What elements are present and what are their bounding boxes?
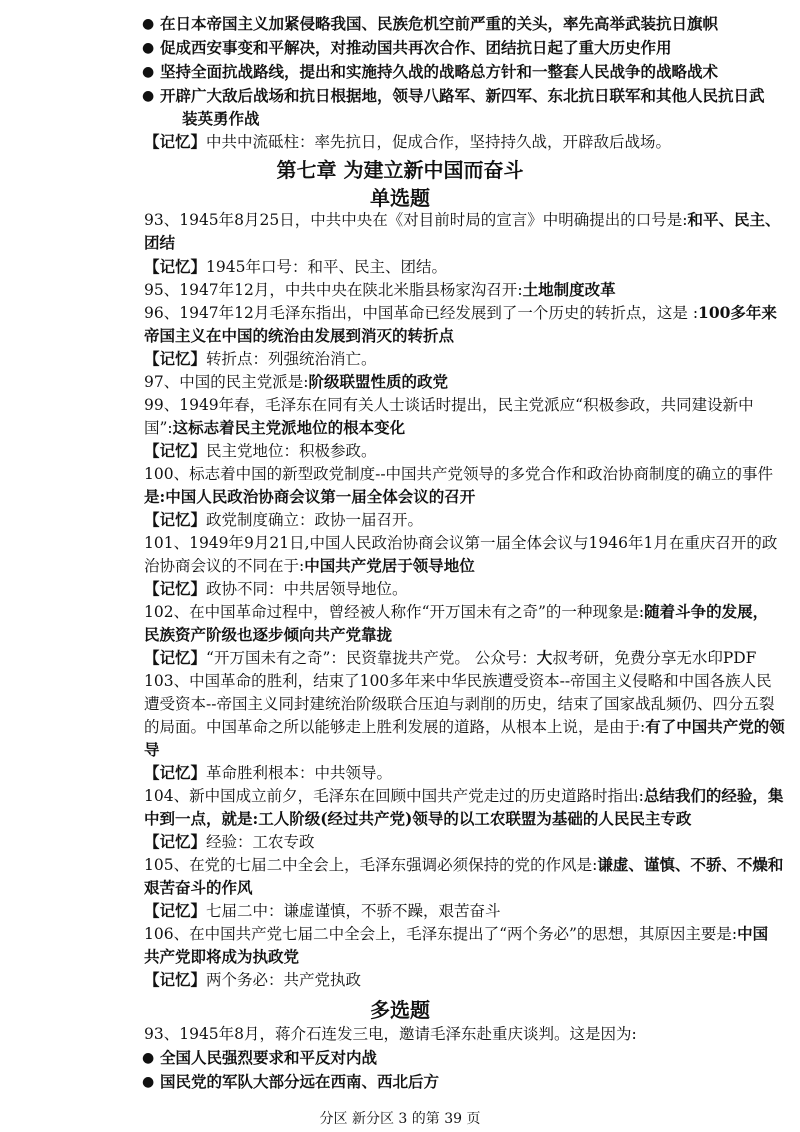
page-footer: 分区 新分区 3 的第 39 页	[319, 1111, 481, 1127]
question-text: 93、1945年8月25日，中共中央在《对目前时局的宣言》中明确提出的口号是:	[144, 211, 688, 229]
memo-line	[144, 830, 760, 854]
question-105-cont	[144, 876, 760, 900]
question-106-cont	[144, 945, 760, 969]
list-item	[142, 84, 765, 108]
bullet-icon: ●	[142, 88, 155, 104]
question-text: 是:	[144, 487, 166, 506]
question-106	[144, 922, 769, 946]
question-text: 102、在中国革命过程中，曾经被人称作“开万国未有之奇”的一种现象是:	[144, 603, 645, 621]
question-99-cont	[144, 416, 760, 440]
question-101-cont	[144, 554, 760, 578]
memo-text: 大	[536, 648, 553, 667]
question-103-cont	[144, 715, 785, 739]
bullet-icon: ●	[142, 40, 155, 56]
list-item-continuation	[182, 107, 760, 131]
bullet-icon: ●	[142, 1050, 155, 1066]
memo-line	[144, 255, 760, 279]
answer-text: 共产党即将成为执政党	[144, 947, 300, 966]
memo-tag: 【记忆】	[144, 441, 207, 460]
question-105	[144, 853, 784, 877]
question-93-cont	[144, 231, 760, 255]
list-item	[142, 36, 760, 60]
question-96	[144, 301, 777, 325]
list-item	[142, 12, 760, 36]
bullet-text: 坚持全面抗战路线，提出和实施持久战的战略总方针和一整套人民战争的战略战术	[160, 62, 719, 81]
memo-line	[144, 761, 760, 785]
question-101	[144, 531, 778, 555]
bullet-text: 国民党的军队大部分远在西南、西北后方	[160, 1072, 440, 1091]
memo-tag: 【记忆】	[144, 579, 207, 598]
question-102-cont	[144, 623, 760, 647]
question-102	[144, 600, 769, 624]
question-text: 治协商会议的不同在于:	[144, 557, 305, 575]
memo-text: 民主党地位：积极参政。	[206, 442, 377, 460]
question-104-cont	[144, 807, 760, 831]
answer-text: 帝国主义在中国的统治由发展到消灭的转折点	[144, 326, 455, 345]
memo-line	[144, 968, 760, 992]
answer-text: 总结我们的经验，集	[643, 786, 784, 805]
answer-text: 谦虚、谨慎、不骄、不燥和	[597, 855, 784, 874]
list-item	[142, 1046, 760, 1070]
bullet-text: 装英勇作战	[182, 109, 260, 128]
answer-text: 中国共产党居于领导地位	[304, 556, 475, 575]
question-text: 国”:	[144, 419, 173, 437]
answer-text: 中到一点，就是:工人阶级(经过共产党)领导的以工农联盟为基础的人民民主专政	[144, 809, 692, 828]
answer-text: 这标志着民主党派地位的根本变化	[172, 418, 406, 437]
memo-text: 政协不同：中共居领导地位。	[206, 580, 408, 598]
answer-text: 中国	[737, 924, 769, 943]
question-text: 遭受资本--帝国主义同封建统治阶级联合压迫与剥削的历史，结束了国家战乱频仍、四分五裂	[144, 695, 775, 713]
memo-text: 两个务必：共产党执政	[206, 971, 362, 989]
question-text: 95、1947年12月，中共中央在陕北米脂县杨家沟召开:	[144, 281, 523, 299]
memo-line	[144, 899, 760, 923]
question-text: 103、中国革命的胜利，结束了100多年来中华民族遭受资本--帝国主义侵略和中国各族人民	[144, 672, 772, 690]
bullet-icon: ●	[142, 64, 155, 80]
question-text: 93、1945年8月，蒋介石连发三电，邀请毛泽东赴重庆谈判。这是因为:	[144, 1025, 637, 1043]
memo-line	[144, 646, 760, 670]
answer-text: 艰苦奋斗的作风	[144, 878, 253, 897]
memo-text: 转折点：列强统治消亡。	[206, 350, 377, 368]
memo-line	[144, 508, 760, 532]
memo-line	[144, 130, 760, 154]
memo-tag: 【记忆】	[144, 648, 207, 667]
question-96-cont	[144, 324, 760, 348]
bullet-text: 促成西安事变和平解决，对推动国共再次合作、团结抗日起了重大历史作用	[160, 38, 672, 57]
question-text: 105、在党的七届二中全会上，毛泽东强调必须保持的党的作风是:	[144, 856, 598, 874]
question-text: 97、中国的民主党派是:	[144, 373, 309, 391]
answer-text: 民族资产阶级也逐步倾向共产党靠拢	[144, 625, 393, 644]
memo-tag: 【记忆】	[144, 901, 207, 920]
list-item	[142, 1070, 760, 1094]
question-text: 104、新中国成立前夕，毛泽东在回顾中国共产党走过的历史道路时指出:	[144, 787, 644, 805]
answer-text: 中国人民政治协商会议第一届全体会议的召开	[165, 487, 476, 506]
question-104	[144, 784, 784, 808]
question-text: 100、标志着中国的新型政党制度--中国共产党领导的多党合作和政治协商制度的确立的事件	[144, 465, 774, 483]
memo-tag: 【记忆】	[144, 832, 207, 851]
answer-text: 团结	[144, 233, 176, 252]
memo-tag: 【记忆】	[144, 970, 207, 989]
question-text: 99、1949年春，毛泽东在同有关人士谈话时提出，民主党派应“积极参政，共同建设新中	[144, 396, 754, 414]
question-100	[144, 462, 774, 486]
bullet-text: 全国人民强烈要求和平反对内战	[160, 1048, 378, 1067]
question-103-cont	[144, 692, 775, 716]
memo-text: 革命胜利根本：中共领导。	[206, 764, 393, 782]
memo-line	[144, 347, 760, 371]
memo-text: 政党制度确立：政协一届召开。	[206, 511, 424, 529]
section-title-single: 单选题	[370, 186, 430, 210]
answer-text: 随着斗争的发展，	[644, 602, 769, 621]
memo-tag: 【记忆】	[144, 510, 207, 529]
bullet-text: 开辟广大敌后战场和抗日根据地，领导八路军、新四军、东北抗日联军和其他人民抗日武	[160, 86, 765, 105]
question-103-cont	[144, 738, 760, 762]
memo-line	[144, 577, 760, 601]
answer-text: 有了中国共产党的领	[645, 717, 785, 736]
bullet-icon: ●	[142, 16, 155, 32]
question-100-cont	[144, 485, 760, 509]
memo-tag: 【记忆】	[144, 349, 207, 368]
memo-tag: 【记忆】	[144, 132, 207, 151]
question-97	[144, 370, 760, 394]
answer-text: 土地制度改革	[522, 280, 616, 299]
question-99	[144, 393, 760, 417]
question-95	[144, 278, 760, 302]
question-text: 106、在中国共产党七届二中全会上，毛泽东提出了“两个务必”的思想，其原因主要是:	[144, 925, 738, 943]
question-text: 96、1947年12月毛泽东指出，中国革命已经发展到了一个历史的转折点，这是 :	[144, 304, 699, 322]
memo-line	[144, 439, 760, 463]
question-93	[144, 208, 781, 232]
memo-text: 1945年口号：和平、民主、团结。	[206, 258, 447, 276]
multi-question-93	[144, 1022, 760, 1046]
question-text: 的局面。中国革命之所以能够走上胜利发展的道路，从根本上说，是由于:	[144, 718, 646, 736]
bullet-icon: ●	[142, 1074, 155, 1090]
memo-text: 中共中流砥柱：率先抗日，促成合作，坚持持久战，开辟敌后战场。	[206, 133, 672, 151]
memo-tag: 【记忆】	[144, 763, 207, 782]
memo-text: 七届二中：谦虚谨慎，不骄不躁，艰苦奋斗	[206, 902, 501, 920]
list-item	[142, 60, 760, 84]
question-103	[144, 669, 772, 693]
section-title-multi: 多选题	[370, 998, 430, 1022]
chapter-title: 第七章 为建立新中国而奋斗	[276, 158, 524, 182]
memo-text: 经验：工农专政	[206, 833, 315, 851]
question-text: 101、1949年9月21日,中国人民政治协商会议第一届全体会议与1946年1月在重庆召开的政	[144, 534, 778, 552]
answer-text: 导	[144, 740, 160, 759]
answer-text: 100多年来	[698, 303, 777, 322]
answer-text: 阶级联盟性质的政党	[308, 372, 448, 391]
bullet-text: 在日本帝国主义加紧侵略我国、民族危机空前严重的关头，率先高举武装抗日旗帜	[160, 14, 719, 33]
memo-tag: 【记忆】	[144, 257, 207, 276]
memo-text: “开万国未有之奇”：民资靠拢共产党。 公众号：	[206, 649, 537, 667]
answer-text: 和平、民主、	[687, 210, 781, 229]
memo-text: 叔考研，免费分享无水印PDF	[552, 649, 757, 667]
